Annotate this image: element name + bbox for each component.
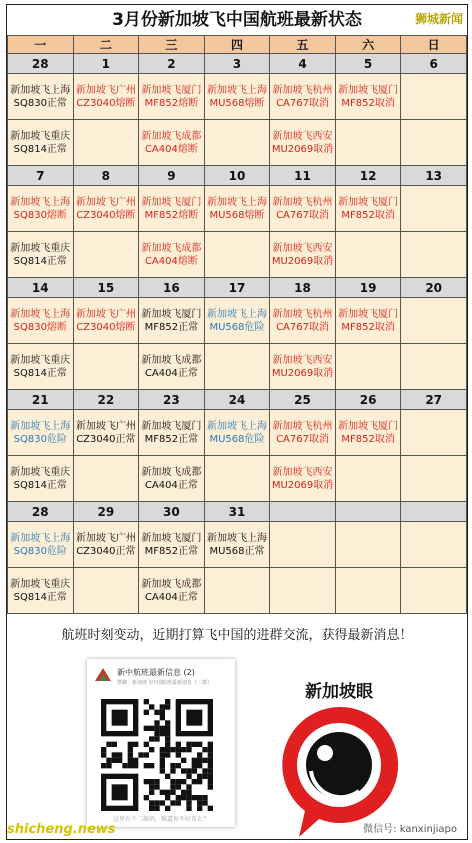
flight-row xyxy=(8,456,467,502)
empty-cell xyxy=(401,522,467,568)
weekday-header: 日 xyxy=(401,36,467,54)
flight-cell xyxy=(8,568,74,614)
qr-code-icon[interactable] xyxy=(101,699,213,811)
empty-cell xyxy=(73,568,139,614)
flight-status: CZ3040熔断 xyxy=(76,97,136,109)
flight-status: SQ830正常 xyxy=(13,97,67,109)
flight-route: 新加坡飞上海 xyxy=(10,532,71,544)
flight-route: 新加坡飞成都 xyxy=(141,354,202,366)
flight-route: 新加坡飞广州 xyxy=(75,308,136,320)
empty-cell xyxy=(204,456,270,502)
empty-cell xyxy=(204,120,270,166)
flight-status: MF852正常 xyxy=(144,433,199,445)
flight-status: MU568危险 xyxy=(209,433,265,445)
flight-cell xyxy=(139,568,205,614)
flight-route: 新加坡飞厦门 xyxy=(141,196,202,208)
flight-route: 新加坡飞上海 xyxy=(206,308,267,320)
empty-cell xyxy=(401,120,467,166)
flight-status: SQ814正常 xyxy=(13,367,67,379)
flight-status: CZ3040熔断 xyxy=(76,321,136,333)
flight-route: 新加坡飞厦门 xyxy=(141,308,202,320)
date-cell: 4 xyxy=(270,54,336,74)
date-cell: 16 xyxy=(139,278,205,298)
weekday-header: 二 xyxy=(73,36,139,54)
flight-cell xyxy=(73,410,139,456)
flight-route: 新加坡飞厦门 xyxy=(338,196,399,208)
empty-cell xyxy=(335,344,401,390)
empty-cell xyxy=(335,522,401,568)
flight-route: 新加坡飞成都 xyxy=(141,466,202,478)
date-cell: 27 xyxy=(401,390,467,410)
flight-cell xyxy=(335,410,401,456)
date-cell: 22 xyxy=(73,390,139,410)
flight-cell xyxy=(139,410,205,456)
flight-row xyxy=(8,344,467,390)
flight-cell xyxy=(139,298,205,344)
flight-status: SQ814正常 xyxy=(13,143,67,155)
flight-status: MF852正常 xyxy=(144,545,199,557)
empty-cell xyxy=(401,456,467,502)
date-cell: 10 xyxy=(204,166,270,186)
date-cell xyxy=(401,502,467,522)
flight-cell xyxy=(73,74,139,120)
flight-cell xyxy=(270,120,336,166)
date-cell: 7 xyxy=(8,166,74,186)
promo-section xyxy=(7,649,467,839)
flight-status: MF852取消 xyxy=(341,433,395,445)
date-cell: 17 xyxy=(204,278,270,298)
weekday-header: 六 xyxy=(335,36,401,54)
flight-cell xyxy=(8,120,74,166)
date-cell xyxy=(270,502,336,522)
flight-route: 新加坡飞上海 xyxy=(10,84,71,96)
date-cell: 14 xyxy=(8,278,74,298)
empty-cell xyxy=(204,232,270,278)
date-cell: 31 xyxy=(204,502,270,522)
flight-row xyxy=(8,120,467,166)
empty-cell xyxy=(401,232,467,278)
brand-logo-text: 狮城新闻 xyxy=(414,12,463,26)
group-title: 新中航班最新信息 (2) xyxy=(117,668,195,677)
flight-status: CA767取消 xyxy=(276,97,329,109)
flight-cell xyxy=(8,344,74,390)
date-cell: 24 xyxy=(204,390,270,410)
flight-route: 新加坡飞成都 xyxy=(141,578,202,590)
flight-status: MU2069取消 xyxy=(271,255,334,267)
flight-row xyxy=(8,186,467,232)
flight-status: MF852取消 xyxy=(341,321,395,333)
flight-route: 新加坡飞上海 xyxy=(206,84,267,96)
flight-cell xyxy=(8,522,74,568)
flight-status: SQ830熔断 xyxy=(13,321,67,333)
flight-route: 新加坡飞上海 xyxy=(206,420,267,432)
empty-cell xyxy=(401,410,467,456)
flight-route: 新加坡飞厦门 xyxy=(141,84,202,96)
date-row xyxy=(8,390,467,410)
flight-route: 新加坡飞杭州 xyxy=(272,84,333,96)
empty-cell xyxy=(73,456,139,502)
empty-cell xyxy=(73,344,139,390)
date-cell xyxy=(335,502,401,522)
empty-cell xyxy=(401,74,467,120)
flight-cell xyxy=(139,186,205,232)
flight-route: 新加坡飞重庆 xyxy=(10,466,71,478)
date-cell: 3 xyxy=(204,54,270,74)
flight-row xyxy=(8,410,467,456)
page-title: 3月份新加坡飞中国航班最新状态 xyxy=(7,5,467,36)
flight-cell xyxy=(270,232,336,278)
flight-status: CA767取消 xyxy=(276,321,329,333)
flight-route: 新加坡飞西安 xyxy=(272,466,333,478)
flight-cell xyxy=(8,186,74,232)
date-row xyxy=(8,502,467,522)
date-cell: 5 xyxy=(335,54,401,74)
flight-calendar xyxy=(7,35,467,614)
flight-route: 新加坡飞重庆 xyxy=(10,578,71,590)
flight-route: 新加坡飞西安 xyxy=(272,130,333,142)
date-row xyxy=(8,278,467,298)
flight-cell xyxy=(270,456,336,502)
empty-cell xyxy=(270,522,336,568)
flight-route: 新加坡飞广州 xyxy=(75,196,136,208)
flight-row xyxy=(8,232,467,278)
flight-status: MU568熔断 xyxy=(209,209,265,221)
date-cell: 9 xyxy=(139,166,205,186)
flight-cell xyxy=(270,344,336,390)
flight-status: CZ3040正常 xyxy=(76,433,136,445)
watermark: shicheng.news xyxy=(7,822,116,837)
eye-logo-label: 新加坡眼 xyxy=(305,682,373,702)
empty-cell xyxy=(335,568,401,614)
date-cell: 18 xyxy=(270,278,336,298)
flight-status: MU2069取消 xyxy=(271,367,334,379)
empty-cell xyxy=(401,298,467,344)
date-cell: 1 xyxy=(73,54,139,74)
date-cell: 8 xyxy=(73,166,139,186)
flight-route: 新加坡飞厦门 xyxy=(338,84,399,96)
flight-status: CA767取消 xyxy=(276,209,329,221)
flight-cell xyxy=(139,74,205,120)
flight-status: SQ814正常 xyxy=(13,479,67,491)
flight-row xyxy=(8,74,467,120)
flight-status: MU568正常 xyxy=(209,545,265,557)
flight-status: CZ3040熔断 xyxy=(76,209,136,221)
flight-route: 新加坡飞重庆 xyxy=(10,242,71,254)
flight-route: 新加坡飞广州 xyxy=(75,532,136,544)
date-cell: 26 xyxy=(335,390,401,410)
date-cell: 6 xyxy=(401,54,467,74)
empty-cell xyxy=(270,568,336,614)
flight-route: 新加坡飞成都 xyxy=(141,242,202,254)
weekday-header: 一 xyxy=(8,36,74,54)
eye-logo-icon xyxy=(259,659,419,839)
date-cell: 2 xyxy=(139,54,205,74)
flight-cell xyxy=(8,456,74,502)
empty-cell xyxy=(401,344,467,390)
flight-status: MU568熔断 xyxy=(209,97,265,109)
flight-status: SQ830危险 xyxy=(13,433,67,445)
flight-cell xyxy=(8,298,74,344)
flight-status: MU568危险 xyxy=(209,321,265,333)
weekday-header: 四 xyxy=(204,36,270,54)
flight-cell xyxy=(139,120,205,166)
empty-cell xyxy=(204,568,270,614)
flight-cell xyxy=(270,410,336,456)
flight-cell xyxy=(270,186,336,232)
date-cell: 11 xyxy=(270,166,336,186)
flight-route: 新加坡飞重庆 xyxy=(10,354,71,366)
flight-cell xyxy=(335,298,401,344)
date-cell: 28 xyxy=(8,502,74,522)
calendar-body xyxy=(8,54,467,614)
date-row xyxy=(8,54,467,74)
flight-route: 新加坡飞杭州 xyxy=(272,420,333,432)
date-cell: 20 xyxy=(401,278,467,298)
flight-status: SQ830熔断 xyxy=(13,209,67,221)
date-cell: 15 xyxy=(73,278,139,298)
flight-cell xyxy=(8,232,74,278)
flight-cell xyxy=(139,522,205,568)
flight-status: MF852取消 xyxy=(341,209,395,221)
group-subtitle: 群聊：新加坡飞中国航班最新消息（二群） xyxy=(117,680,213,686)
flight-cell xyxy=(204,74,270,120)
flight-status: SQ830危险 xyxy=(13,545,67,557)
flight-cell xyxy=(139,232,205,278)
flight-row xyxy=(8,522,467,568)
flight-cell xyxy=(73,522,139,568)
flight-route: 新加坡飞西安 xyxy=(272,242,333,254)
empty-cell xyxy=(335,120,401,166)
weekday-header: 五 xyxy=(270,36,336,54)
group-avatar-icon xyxy=(93,665,113,685)
date-cell: 21 xyxy=(8,390,74,410)
flight-status: MF852正常 xyxy=(144,321,199,333)
flight-cell xyxy=(204,410,270,456)
flight-route: 新加坡飞上海 xyxy=(10,308,71,320)
flight-status: MF852熔断 xyxy=(144,97,199,109)
flight-route: 新加坡飞厦门 xyxy=(338,308,399,320)
flight-route: 新加坡飞厦门 xyxy=(338,420,399,432)
date-cell: 12 xyxy=(335,166,401,186)
date-cell: 23 xyxy=(139,390,205,410)
notice-text: 航班时刻变动，近期打算飞中国的进群交流，获得最新消息！ xyxy=(61,628,413,643)
flight-cell xyxy=(73,298,139,344)
flight-route: 新加坡飞西安 xyxy=(272,354,333,366)
flight-status: CA404熔断 xyxy=(144,143,198,155)
flight-status: CA404正常 xyxy=(144,367,198,379)
flight-route: 新加坡飞上海 xyxy=(10,420,71,432)
flight-cell xyxy=(139,344,205,390)
flight-cell xyxy=(204,186,270,232)
flight-status: CA767取消 xyxy=(276,433,329,445)
flight-status-sheet xyxy=(6,4,468,840)
flight-cell xyxy=(204,522,270,568)
flight-status: MU2069取消 xyxy=(271,143,334,155)
weekday-header-row xyxy=(8,36,467,54)
flight-route: 新加坡飞杭州 xyxy=(272,308,333,320)
date-cell: 29 xyxy=(73,502,139,522)
flight-status: MF852熔断 xyxy=(144,209,199,221)
date-row xyxy=(8,166,467,186)
empty-cell xyxy=(335,456,401,502)
flight-route: 新加坡飞成都 xyxy=(141,130,202,142)
qr-caption: 这里有个二维码，难道你不好奇么？ xyxy=(112,816,209,823)
flight-status: CA404正常 xyxy=(144,479,198,491)
date-cell: 28 xyxy=(8,54,74,74)
flight-route: 新加坡飞广州 xyxy=(75,84,136,96)
flight-cell xyxy=(335,74,401,120)
flight-status: SQ814正常 xyxy=(13,255,67,267)
flight-cell xyxy=(270,298,336,344)
empty-cell xyxy=(204,344,270,390)
flight-cell xyxy=(270,74,336,120)
flight-cell xyxy=(8,74,74,120)
wechat-id: 微信号: kanxinjiapo xyxy=(363,824,457,835)
flight-status: CZ3040正常 xyxy=(76,545,136,557)
flight-route: 新加坡飞上海 xyxy=(206,196,267,208)
flight-cell xyxy=(204,298,270,344)
flight-row xyxy=(8,298,467,344)
flight-route: 新加坡飞上海 xyxy=(206,532,267,544)
weekday-header: 三 xyxy=(139,36,205,54)
flight-cell xyxy=(139,456,205,502)
flight-status: MF852取消 xyxy=(341,97,395,109)
date-cell: 19 xyxy=(335,278,401,298)
empty-cell xyxy=(335,232,401,278)
empty-cell xyxy=(73,120,139,166)
qr-card xyxy=(87,659,235,827)
flight-row xyxy=(8,568,467,614)
empty-cell xyxy=(401,568,467,614)
flight-route: 新加坡飞厦门 xyxy=(141,420,202,432)
date-cell: 13 xyxy=(401,166,467,186)
date-cell: 25 xyxy=(270,390,336,410)
flight-status: MU2069取消 xyxy=(271,479,334,491)
flight-route: 新加坡飞广州 xyxy=(75,420,136,432)
flight-cell xyxy=(73,186,139,232)
flight-route: 新加坡飞重庆 xyxy=(10,130,71,142)
flight-route: 新加坡飞上海 xyxy=(10,196,71,208)
empty-cell xyxy=(73,232,139,278)
flight-route: 新加坡飞厦门 xyxy=(141,532,202,544)
flight-status: CA404熔断 xyxy=(144,255,198,267)
flight-status: CA404正常 xyxy=(144,591,198,603)
flight-route: 新加坡飞杭州 xyxy=(272,196,333,208)
flight-cell xyxy=(8,410,74,456)
flight-status: SQ814正常 xyxy=(13,591,67,603)
date-cell: 30 xyxy=(139,502,205,522)
flight-cell xyxy=(335,186,401,232)
empty-cell xyxy=(401,186,467,232)
